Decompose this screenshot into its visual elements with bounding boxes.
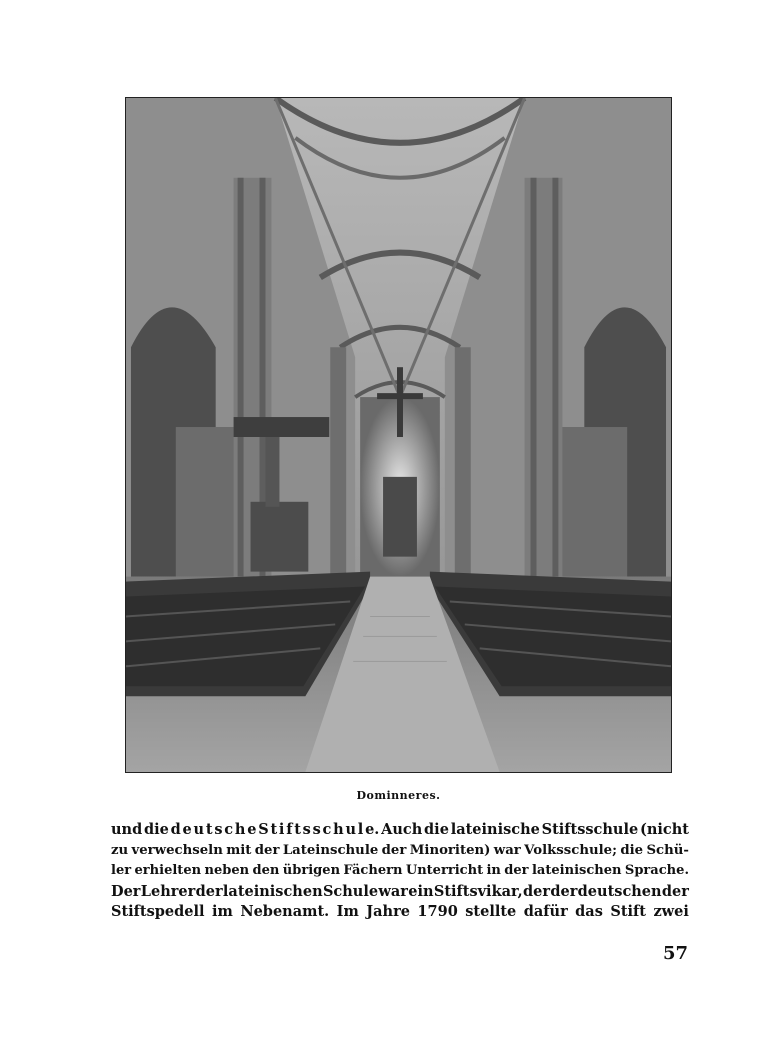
word: mit [226, 842, 252, 858]
text-line [111, 820, 689, 841]
word: t [205, 821, 213, 838]
word: das [575, 903, 603, 920]
word: dafür [523, 903, 568, 920]
word: der [195, 882, 223, 900]
word: und [111, 821, 143, 838]
word: h [333, 821, 344, 838]
word: der [661, 882, 689, 900]
figure-caption: Dominneres. [356, 789, 441, 802]
word: Lateinschule [282, 842, 379, 858]
word: t [294, 821, 301, 838]
word: e. [365, 821, 380, 838]
word: Stiftsvikar, [433, 882, 523, 900]
word: s [214, 821, 223, 838]
word: Unterricht [405, 863, 484, 878]
word: die [424, 821, 449, 838]
body-paragraph [111, 820, 689, 923]
word: übrigen [282, 863, 341, 878]
text-line [111, 841, 689, 862]
word: Stift [610, 903, 646, 920]
text-line [111, 861, 689, 882]
word: in [486, 863, 501, 878]
church-interior-image [126, 98, 671, 772]
word: t [270, 821, 278, 838]
word: war [378, 882, 408, 900]
word: die [144, 821, 169, 838]
word: Schü- [646, 842, 689, 858]
word: der [504, 863, 529, 878]
word: Volksschule; [524, 842, 617, 858]
word: 1790 [417, 903, 458, 920]
word: lateinischen [531, 863, 622, 878]
word: Im [336, 903, 359, 920]
word: Minoriten) [409, 842, 491, 858]
word: zwei [653, 903, 689, 920]
word: Jahre [366, 903, 410, 920]
word: Auch [381, 821, 423, 838]
word: i [278, 821, 285, 838]
word: d [170, 821, 181, 838]
word: c [322, 821, 332, 838]
word: der [550, 882, 578, 900]
word: s [302, 821, 311, 838]
word: neben [204, 863, 250, 878]
word: u [193, 821, 205, 838]
word: s [312, 821, 321, 838]
word: Stiftspedell [111, 903, 205, 920]
word: f [286, 821, 293, 838]
word: e [247, 821, 257, 838]
word: lateinischen [222, 882, 323, 900]
word: stellte [465, 903, 517, 920]
word: lateinische [450, 821, 540, 838]
word: Lehrer [140, 882, 196, 900]
word: deutschen [577, 882, 662, 900]
text-line [111, 902, 689, 923]
word: e [182, 821, 192, 838]
word: Sprache. [624, 863, 689, 878]
word: S [258, 821, 269, 838]
text-line [111, 882, 689, 903]
page-number: 57 [662, 943, 688, 964]
word: die [620, 842, 644, 858]
word: verwechseln [131, 842, 223, 858]
word: c [224, 821, 234, 838]
word: Nebenamt. [240, 903, 330, 920]
word: Fächern [343, 863, 403, 878]
word: Stiftsschule [541, 821, 639, 838]
word: ein [408, 882, 434, 900]
word: (nicht [639, 821, 689, 838]
word: l [357, 821, 364, 838]
word: zu [111, 842, 129, 858]
word: der [522, 882, 550, 900]
word: erhielten [134, 863, 202, 878]
word: der [381, 842, 407, 858]
word: den [252, 863, 280, 878]
church-interior-photo [125, 97, 672, 773]
word: der [254, 842, 280, 858]
word: Der [111, 882, 141, 900]
word: Schule [322, 882, 379, 900]
word: war [493, 842, 521, 858]
word: im [212, 903, 233, 920]
word: u [345, 821, 357, 838]
word: ler [111, 863, 132, 878]
word: h [234, 821, 246, 838]
